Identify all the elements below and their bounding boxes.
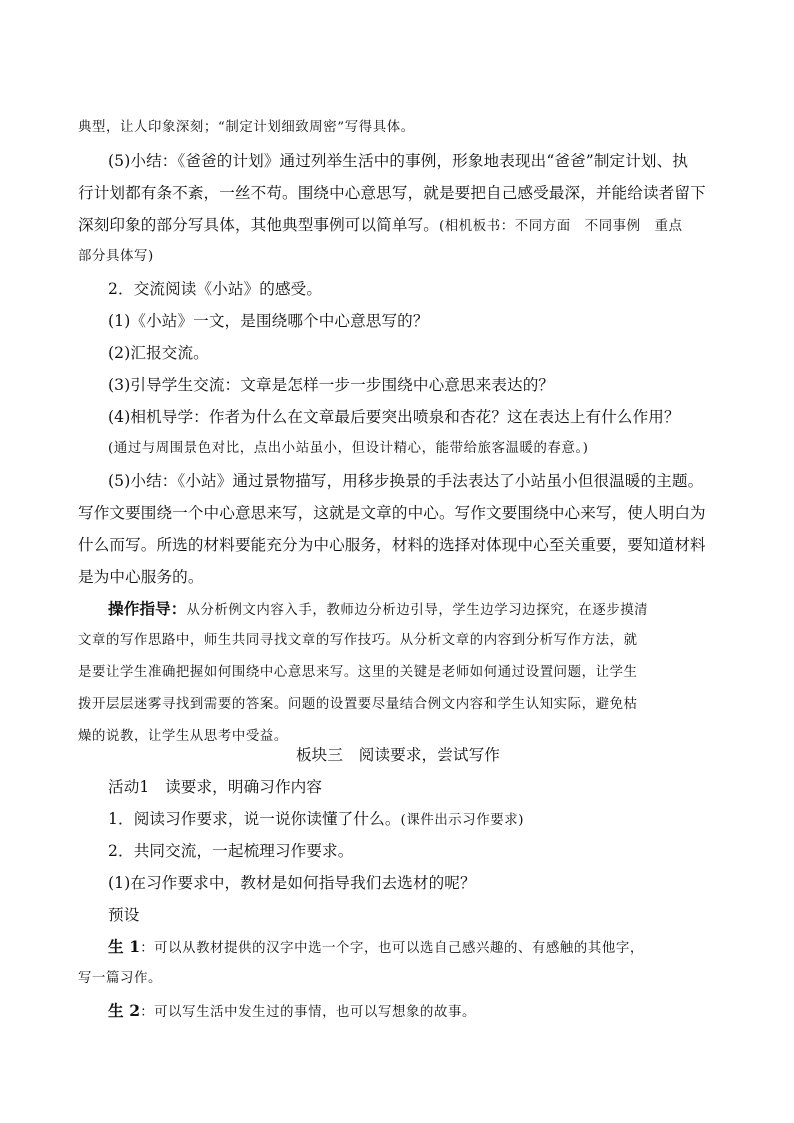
guidance-label: 操作指导：: [108, 599, 187, 618]
text-line: [78, 214, 718, 238]
text-line: 什么而写。所选的材料要能充分为中心服务，材料的选择对体现中心至关重要，要知道材料: [78, 536, 706, 554]
text-line: 是要让学生准确把握如何围绕中心意思来写。这里的关键是老师如何通过设置问题，让学生: [78, 665, 638, 680]
activity-heading: 活动1 读要求，明确习作内容: [108, 778, 323, 796]
text-line: 行计划都有条不紊，一丝不苟。围绕中心意思写，就是要把自己感受最深，并能给读者留下: [78, 184, 706, 202]
text-line: [108, 1000, 718, 1024]
text-line: (通过与周围景色对比，点出小站虽小，但设计精心，能带给旅客温暖的春意。): [108, 441, 589, 456]
text-line: (1)在习作要求中，教材是如何指导我们去选材的呢？: [108, 874, 476, 892]
text-line: 写作文要围绕一个中心意思来写，这就是文章的中心。写作文要围绕中心来写，使人明白为: [78, 504, 706, 522]
text-line: (1)《小站》一文，是围绕哪个中心意思写的？: [108, 312, 429, 330]
text-span: ：可以写生活中发生过的事情，也可以写想象的故事。: [140, 1005, 476, 1020]
student-label: 生 2: [108, 1001, 141, 1020]
student-label: 生 1: [108, 937, 141, 956]
text-line: [108, 808, 718, 832]
text-line: [108, 936, 718, 960]
text-line: 写一篇习作。: [78, 971, 162, 986]
text-span: ：可以从教材提供的汉字中选一个字，也可以选自己感兴趣的、有感触的其他字，: [140, 941, 644, 956]
section-heading: 板块三 阅读要求，尝试写作: [295, 746, 501, 764]
text-span: 1．阅读习作要求，说一说你读懂了什么。: [108, 810, 401, 828]
text-line: 预设: [108, 906, 140, 924]
text-line: (5)小结：《爸爸的计划》通过列举生活中的事例，形象地表现出“爸爸”制定计划、执: [108, 152, 689, 170]
text-line: (3)引导学生交流：文章是怎样一步一步围绕中心意思来表达的？: [108, 376, 555, 394]
board-note: (相机板书：不同方面 不同事例 重点: [438, 219, 683, 234]
text-line: [108, 598, 718, 622]
text-line: 文章的写作思路中，师生共同寻找文章的写作技巧。从分析文章的内容到分析写作方法，就: [78, 633, 638, 648]
text-line: 部分具体写): [78, 249, 154, 264]
text-span: 深刻印象的部分写具体，其他典型事例可以简单写。: [78, 216, 439, 234]
text-line: 2．共同交流，一起梳理习作要求。: [108, 842, 354, 860]
text-line: 燥的说教，让学生从思考中受益。: [78, 729, 288, 744]
text-line: 典型，让人印象深刻；“制定计划细致周密”写得具体。: [78, 120, 415, 135]
courseware-note: (课件出示习作要求): [400, 813, 525, 828]
text-line: (5)小结：《小站》通过景物描写，用移步换景的手法表达了小站虽小但很温暖的主题。: [108, 472, 704, 490]
text-line: 2．交流阅读《小站》的感受。: [108, 280, 323, 298]
text-line: 是为中心服务的。: [78, 568, 204, 586]
text-line: (2)汇报交流。: [108, 344, 209, 362]
text-line: (4)相机导学：作者为什么在文章最后要突出喷泉和杏花？这在表达上有什么作用？: [108, 408, 680, 426]
text-line: 拨开层层迷雾寻找到需要的答案。问题的设置要尽量结合例文内容和学生认知实际，避免枯: [78, 697, 638, 712]
text-span: 从分析例文内容入手，教师边分析边引导，学生边学习边探究，在逐步摸清: [186, 603, 649, 618]
